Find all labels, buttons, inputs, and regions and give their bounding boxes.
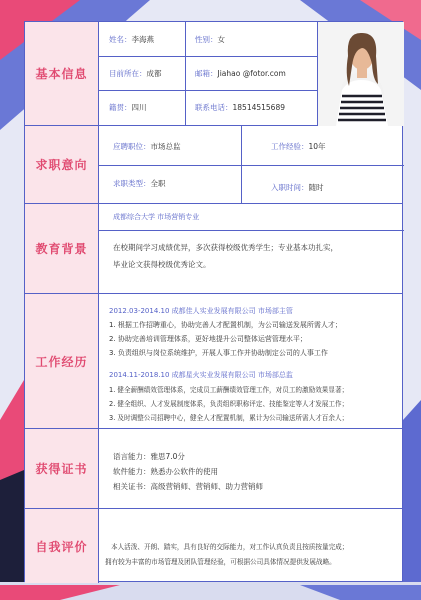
section-label-intent: 求职意向 <box>25 126 99 203</box>
origin-row <box>109 102 147 113</box>
gender-row <box>195 34 225 45</box>
email-label: 邮箱： <box>195 69 218 78</box>
phone-row <box>195 102 285 113</box>
person-portrait-icon <box>318 22 404 126</box>
name-label: 姓名： <box>109 35 132 44</box>
gender-label: 性别： <box>195 35 218 44</box>
cert-line: 相关证书：高级营销师、营销师、助力营销师 <box>113 482 263 491</box>
section-education <box>25 204 402 294</box>
job-1-header: 2012.03-2014.10 成都佳人实业发展有限公司 市场部主管 <box>109 307 293 315</box>
start-time-row <box>271 182 324 193</box>
phone-label: 联系电话： <box>195 103 233 112</box>
location-label: 目前所在： <box>109 69 147 78</box>
job-type-value: 全职 <box>150 179 166 188</box>
experience-label: 工作经验： <box>271 142 309 151</box>
origin-value: 四川 <box>131 103 147 112</box>
phone-value: 18514515689 <box>232 103 285 112</box>
email-row <box>195 68 286 79</box>
job-2-duty: 3. 及时调整公司招聘中心，健全人才配置机制，累计为公司输送所需人才百余人； <box>109 414 349 422</box>
experience-value: 10年 <box>308 142 326 151</box>
education-desc-line-2: 毕业论文获得校级优秀论文。 <box>113 260 211 269</box>
self-eval-line-2: 拥有较为丰富的市场管理及团队管理经验，可根据公司具体情况提供发展战略。 <box>105 558 336 566</box>
job-2-header: 2014.11-2018.10 成都星火实业发展有限公司 市场部总监 <box>109 371 293 379</box>
divider <box>185 22 186 126</box>
section-label-work: 工作经历 <box>25 294 99 428</box>
divider <box>241 126 242 204</box>
section-label-self: 自我评价 <box>25 509 99 583</box>
job-1-duty: 3. 负责组织与岗位系统维护，开展人事工作并协助制定公司的人事工作 <box>109 349 328 357</box>
job-2-duty: 1. 健全薪酬绩效管理体系，完成员工薪酬绩效管理工作，对员工的激励效果显著； <box>109 386 349 394</box>
divider <box>99 56 317 57</box>
start-time-label: 入职时间： <box>271 183 309 192</box>
cert-line: 语言能力：雅思7.0分 <box>113 452 185 461</box>
origin-label: 籍贯： <box>109 103 132 112</box>
position-row <box>113 141 181 152</box>
section-certificates <box>25 429 402 509</box>
school-name: 成都综合大学 市场营销专业 <box>113 213 200 221</box>
job-1-duty: 1. 根据工作招聘重心，协助完善人才配置机制，为公司输送发展所需人才； <box>109 321 342 329</box>
job-type-row <box>113 178 166 189</box>
job-1-duty: 2. 协助完善培训管理体系，更好地提升公司整体运营管理水平； <box>109 335 307 343</box>
education-desc-line-1: 在校期间学习成绩优异，多次获得校级优秀学生；专业基本功扎实， <box>113 243 338 252</box>
gender-value: 女 <box>217 35 225 44</box>
self-eval-line-1: 本人活泼、开朗、踏实，具有良好的交际能力，对工作认真负责且按质按量完成； <box>111 543 349 551</box>
divider <box>99 230 404 231</box>
email-value: Jiahao @fotor.com <box>217 69 286 78</box>
section-job-intent <box>25 126 402 204</box>
section-work-experience <box>25 294 402 429</box>
cert-line: 软件能力：熟悉办公软件的使用 <box>113 467 218 476</box>
location-value: 成都 <box>146 69 162 78</box>
position-label: 应聘职位： <box>113 142 151 151</box>
name-value: 李海燕 <box>131 35 154 44</box>
experience-row <box>271 141 326 152</box>
section-label-education: 教育背景 <box>25 204 99 293</box>
section-label-certificates: 获得证书 <box>25 429 99 508</box>
divider <box>99 165 404 166</box>
section-self-evaluation <box>25 509 402 583</box>
section-label-basic: 基本信息 <box>25 22 99 125</box>
name-row <box>109 34 154 45</box>
position-value: 市场总监 <box>150 142 181 151</box>
section-basic-info <box>25 22 402 126</box>
location-row <box>109 68 162 79</box>
start-time-value: 随时 <box>308 183 324 192</box>
resume-card <box>24 21 403 582</box>
profile-photo <box>317 22 404 126</box>
job-2-duty: 2. 健全组织、人才发展制度体系，负责组织职称评定、技能鉴定等人才发展工作； <box>109 400 349 408</box>
job-type-label: 求职类型： <box>113 179 151 188</box>
divider <box>99 90 317 91</box>
